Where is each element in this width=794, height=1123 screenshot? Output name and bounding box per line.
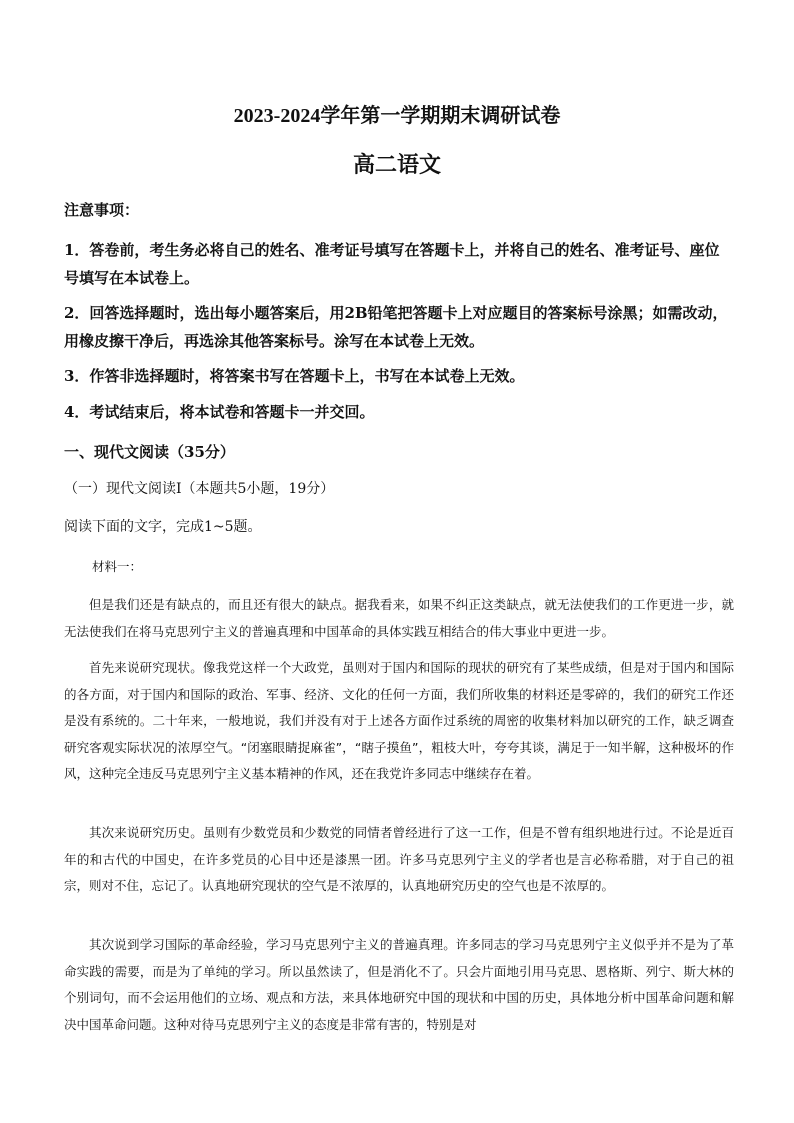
notice-item-4: 4．考试结束后，将本试卷和答题卡一并交回。 (64, 403, 375, 421)
notice-item-2: 2．回答选择题时，选出每小题答案后，用2B铅笔把答题卡上对应题目的答案标号涂黑；如需改动，用橡皮擦干净后，再选涂其他答案标号。涂写在本试卷上无效。 (64, 304, 728, 350)
material-label: 材料一： (92, 559, 143, 574)
notice-heading: 注意事项： (64, 201, 140, 219)
material-paragraph-3: 其次来说研究历史。虽则有少数党员和少数党的同情者曾经进行了这一工作，但是不曾有组织地进行过。不论是近百年的和古代的中国史，在许多党员的心目中还是漆黑一团。许多马克思列宁主义的学者也是言必称希腊，对于自己的祖宗，则对不住，忘记了。认真地研究现状的空气是不浓厚的，认真地研究历史的空气也是不浓厚的。 (64, 825, 734, 893)
notice-item-1: 1．答卷前，考生务必将自己的姓名、准考证号填写在答题卡上，并将自己的姓名、准考证号、座位号填写在本试卷上。 (64, 241, 720, 287)
subject-title: 高二语文 (352, 152, 441, 177)
section-title: 一、现代文阅读（35分） (64, 443, 235, 461)
material-paragraph-2: 首先来说研究现状。像我党这样一个大政党，虽则对于国内和国际的现状的研究有了某些成绩，但是对于国内和国际的各方面，对于国内和国际的政治、军事、经济、文化的任何一方面，我们所收集的材料还是零碎的，我们的研究工作还是没有系统的。二十年来，一般地说，我们并没有对于上述各方面作过系统的周密的收集材料加以研究的工作，缺乏调查研究客观实际状况的浓厚空气。“闭塞眼睛捉麻雀”，“瞎子摸鱼”，粗枝大叶，夸夸其谈，满足于一知半解，这种极坏的作风，这种完全违反马克思列宁主义基本精神的作风，还在我党许多同志中继续存在着。 (64, 660, 734, 781)
exam-title: 2023-2024学年第一学期期末调研试卷 (233, 105, 561, 127)
material-paragraph-1: 但是我们还是有缺点的，而且还有很大的缺点。据我看来，如果不纠正这类缺点，就无法使我们的工作更进一步，就无法使我们在将马克思列宁主义的普遍真理和中国革命的具体实践互相结合的伟大事业中更进一步。 (64, 597, 734, 639)
material-paragraph-4: 其次说到学习国际的革命经验，学习马克思列宁主义的普遍真理。许多同志的学习马克思列宁主义似乎并不是为了革命实践的需要，而是为了单纯的学习。所以虽然读了，但是消化不了。只会片面地引用马克思、恩格斯、列宁、斯大林的个别词句，而不会运用他们的立场、观点和方法，来具体地研究中国的现状和中国的历史，具体地分析中国革命问题和解决中国革命问题。这种对待马克思列宁主义的态度是非常有害的，特别是对 (64, 937, 734, 1032)
notice-item-3: 3．作答非选择题时，将答案书写在答题卡上，书写在本试卷上无效。 (64, 367, 525, 385)
subsection-title: （一）现代文阅读I（本题共5小题，19分） (64, 481, 335, 497)
reading-instruction: 阅读下面的文字，完成1~5题。 (64, 519, 262, 535)
